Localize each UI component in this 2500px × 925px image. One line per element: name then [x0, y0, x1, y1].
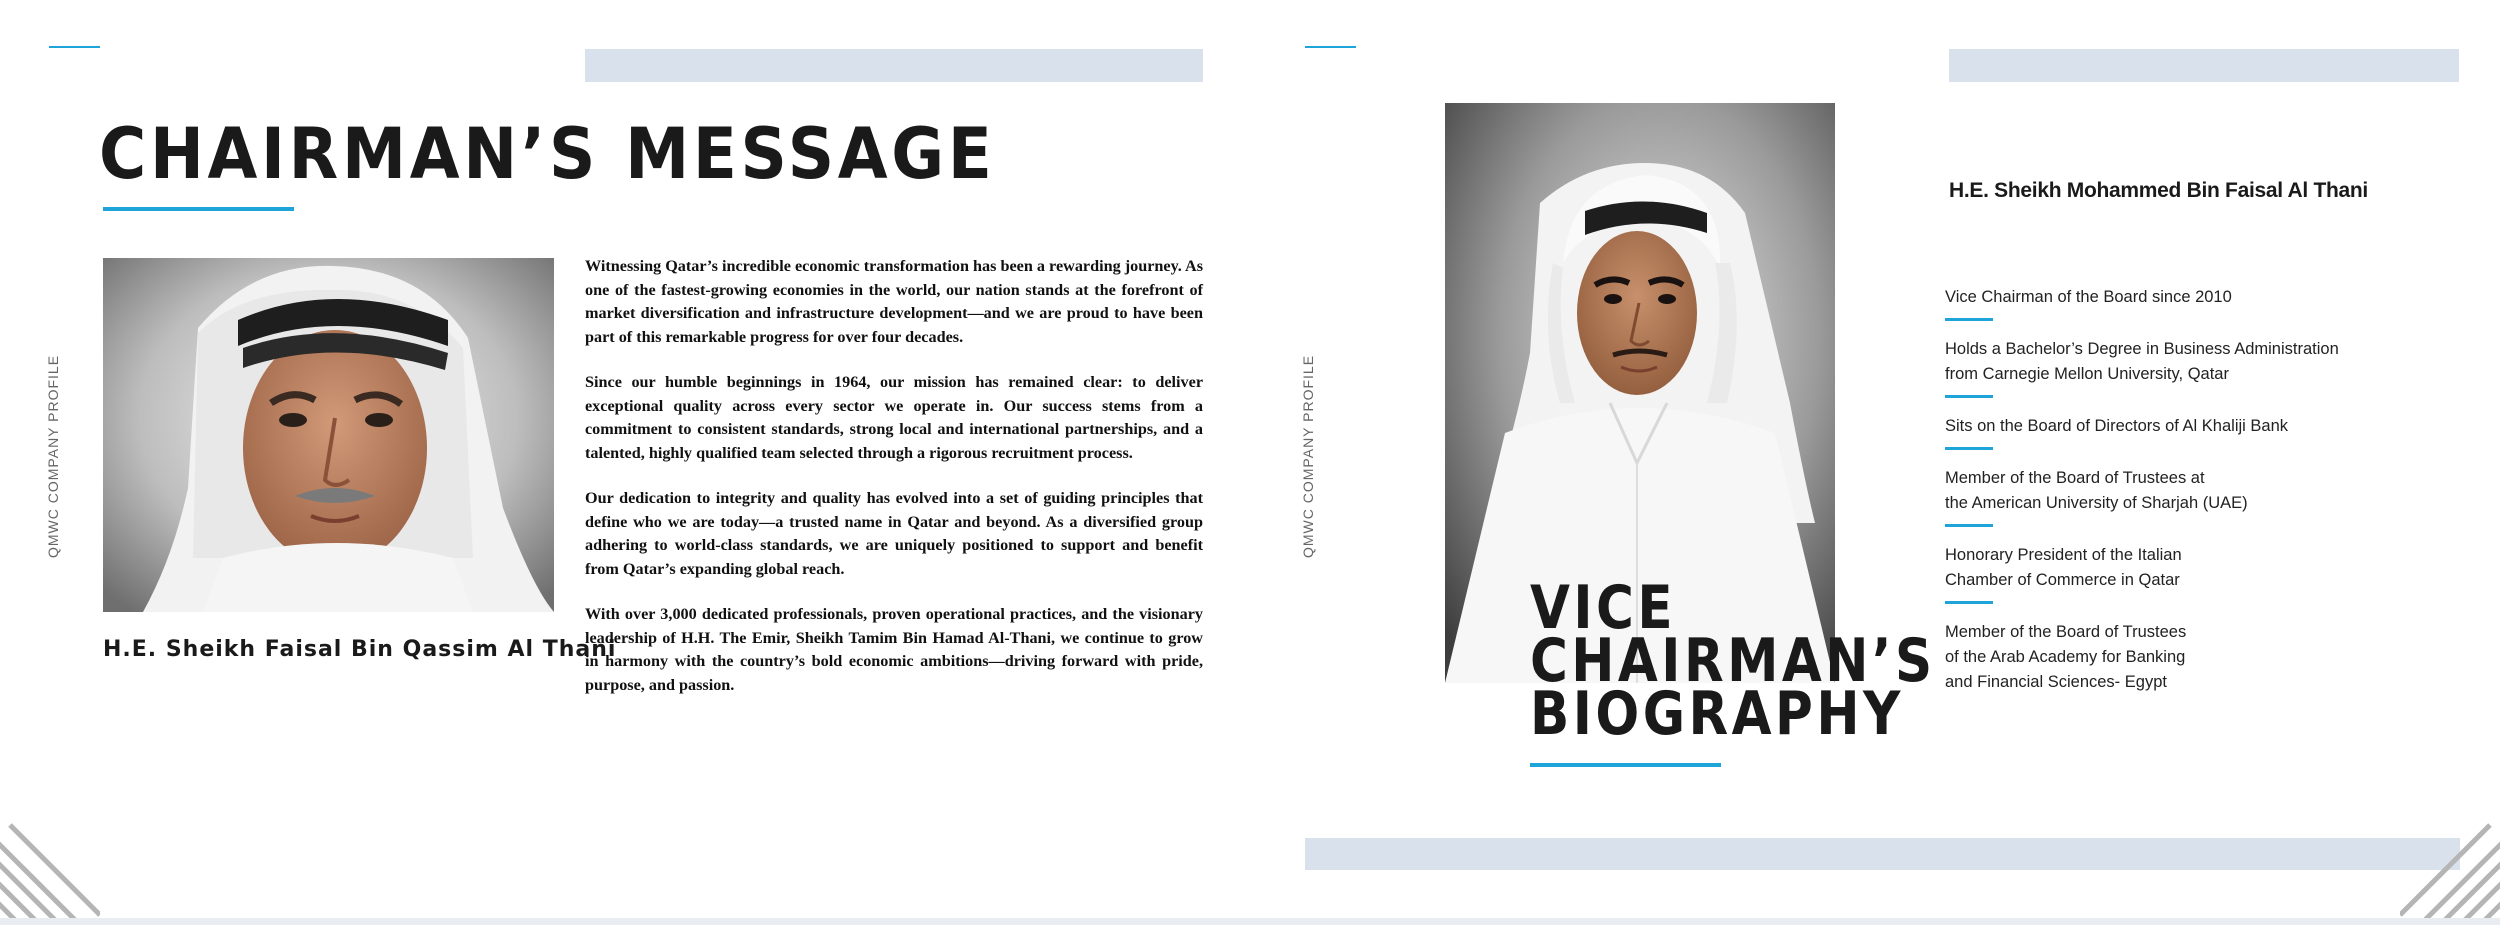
- right-side-label: QMWC COMPANY PROFILE: [1300, 354, 1316, 558]
- bio-item-line: from Carnegie Mellon University, Qatar: [1945, 365, 2229, 383]
- bio-separator: [1945, 524, 1993, 527]
- left-top-band: [585, 49, 1203, 82]
- left-side-label: QMWC COMPANY PROFILE: [45, 354, 61, 558]
- left-corner-stripes: [0, 815, 100, 925]
- chairman-name-caption: H.E. Sheikh Faisal Bin Qassim Al Thani: [103, 637, 617, 662]
- bio-title-underline: [1530, 763, 1721, 767]
- bio-item-line: and Financial Sciences- Egypt: [1945, 673, 2167, 691]
- bio-separator: [1945, 447, 1993, 450]
- bio-separator: [1945, 395, 1993, 398]
- portrait-photo-icon: [103, 258, 554, 612]
- title-line-chairmans: CHAIRMAN’S: [1530, 626, 1936, 696]
- chairman-photo: [103, 258, 554, 612]
- page-bottom-edge: [0, 918, 2500, 925]
- message-paragraph-4: With over 3,000 dedicated professionals, proven operational practices, and the visionary leadership of H.H. The Emir, Sheikh Tamim Bin Hamad Al-Thani, we continue to grow in harmony with the country’s bold economic ambitions—driving forward with pride, purpose, and passion.: [585, 605, 1203, 694]
- bio-item: [1945, 337, 2465, 398]
- chairman-message-title: CHAIRMAN’S MESSAGE: [99, 113, 996, 195]
- message-paragraph-1: Witnessing Qatar’s incredible economic transformation has been a rewarding journey. As one of the fastest-growing economies in the world, our nation stands at the forefront of market diversification and infrastructure development—and we are proud to have been part of this remarkable progress for over four decades.: [585, 257, 1203, 346]
- bio-list: [1945, 285, 2465, 695]
- message-paragraph-3: Our dedication to integrity and quality has evolved into a set of guiding principles that define who we are today—a trusted name in Qatar and beyond. As a diversified group adhering to world-class standards, we are uniquely positioned to support and benefit from Qatar’s expanding global reach.: [585, 489, 1203, 578]
- vice-chairman-bio-title: [1530, 573, 1936, 749]
- right-top-band: [1949, 49, 2459, 82]
- title-line-biography: BIOGRAPHY: [1530, 679, 1904, 749]
- bio-item-line: of the Arab Academy for Banking: [1945, 648, 2186, 666]
- message-paragraph-2: Since our humble beginnings in 1964, our mission has remained clear: to deliver exceptional quality across every sector we operate in. Our success stems from a commitment to consistent standards, strong local and international partnerships, and a talented, highly qualified team selected through a rigorous recruitment process.: [585, 373, 1203, 462]
- bio-item: [1945, 285, 2465, 321]
- bio-separator: [1945, 601, 1993, 604]
- bio-item: [1945, 466, 2465, 527]
- bio-item: [1945, 414, 2465, 450]
- bio-item-line: Sits on the Board of Directors of Al Khaliji Bank: [1945, 417, 2289, 435]
- title-line-vice: VICE: [1530, 573, 1677, 643]
- right-corner-accent: [1305, 46, 1356, 48]
- bio-item-line: the American University of Sharjah (UAE): [1945, 494, 2248, 512]
- bio-item-line: Vice Chairman of the Board since 2010: [1945, 288, 2232, 306]
- chairman-message-body: [585, 255, 1203, 719]
- right-bottom-band: [1305, 838, 2460, 870]
- right-corner-stripes: [2400, 815, 2500, 925]
- left-corner-accent: [49, 46, 100, 48]
- bio-separator: [1945, 318, 1993, 321]
- title-underline: [103, 207, 294, 211]
- bio-item-line: Member of the Board of Trustees: [1945, 623, 2187, 641]
- bio-item: [1945, 620, 2465, 695]
- vice-chairman-name: H.E. Sheikh Mohammed Bin Faisal Al Thani: [1949, 179, 2368, 202]
- bio-item-line: Member of the Board of Trustees at: [1945, 469, 2205, 487]
- bio-item-line: Holds a Bachelor’s Degree in Business Administration: [1945, 340, 2339, 358]
- bio-item-line: Honorary President of the Italian: [1945, 546, 2182, 564]
- bio-item-line: Chamber of Commerce in Qatar: [1945, 571, 2180, 589]
- bio-item: [1945, 543, 2465, 604]
